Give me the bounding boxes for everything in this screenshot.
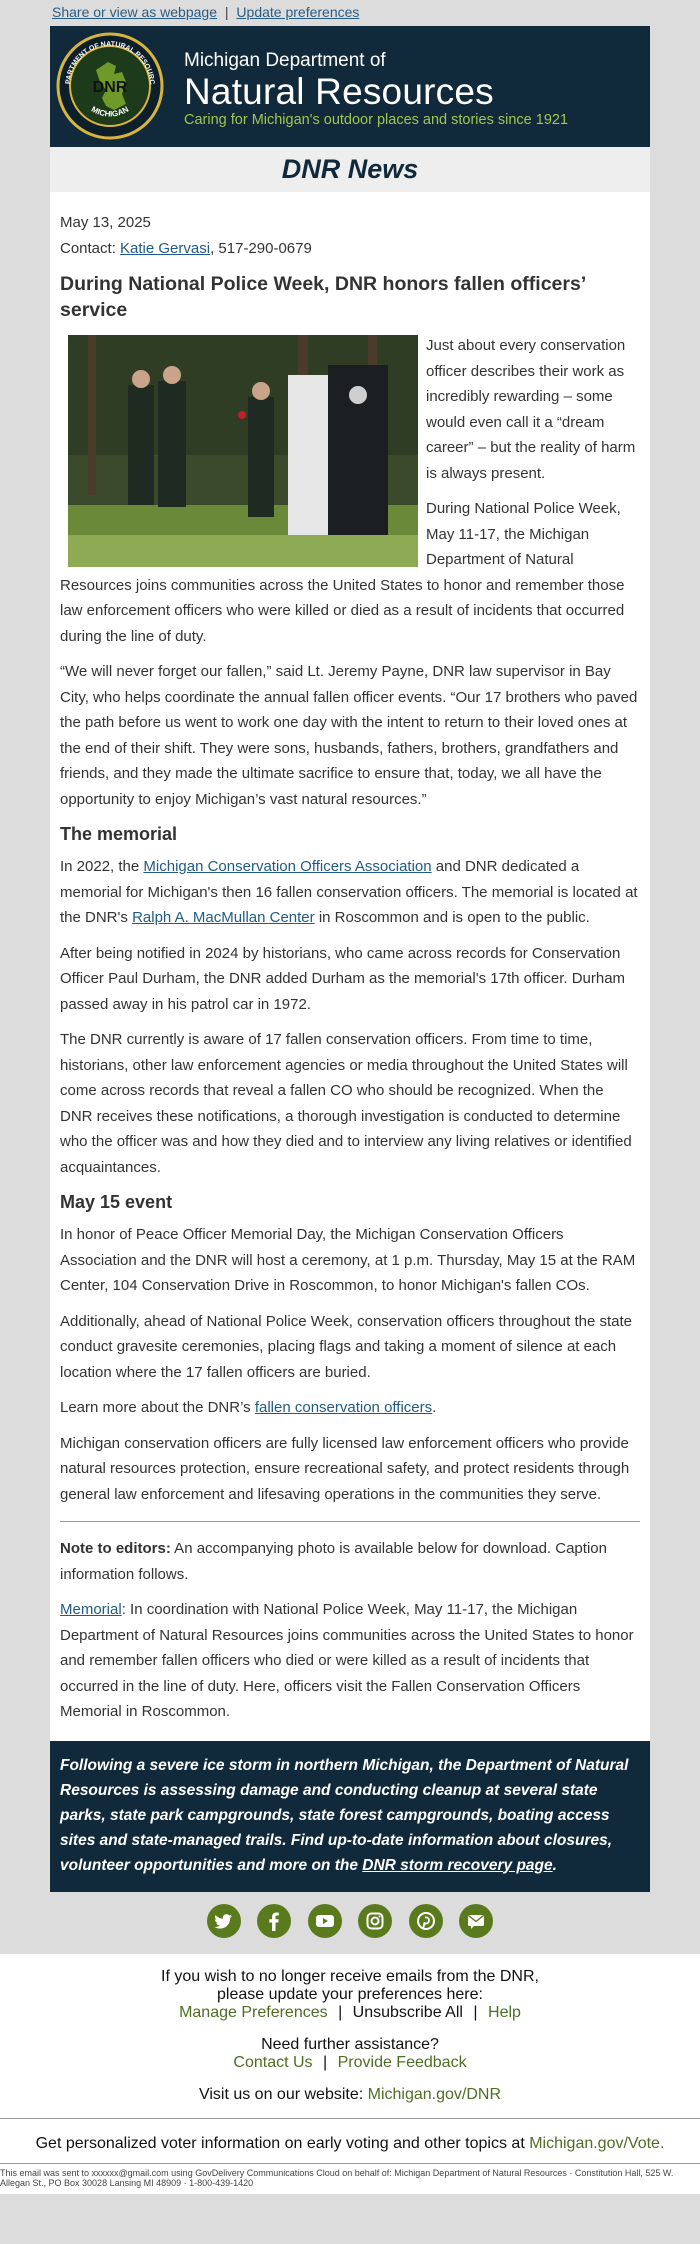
voter-info-line: Get personalized voter information on early voting and other topics at Michigan.gov/Vote. (35, 2134, 665, 2152)
storm-recovery-callout: Following a severe ice storm in northern Michigan, the Department of Natural Resources is assessing damage and conducting cleanup at several state parks, state park campgrounds, state forest campgrounds, boating access sites and state-managed trails. Find up-to-date information about closures, volunteer opportunities and more on the DNR storm recovery page. (50, 1741, 650, 1892)
article-date: May 13, 2025 (60, 214, 151, 231)
provide-feedback-link[interactable]: Provide Feedback (337, 2053, 467, 2071)
memorial-photo-link[interactable]: Memorial (60, 1601, 122, 1618)
article-quote-paragraph: “We will never forget our fallen,” said Lt. Jeremy Payne, DNR law supervisor in Bay City, who helps coordinate the annual fallen officer events. “Our 17 brothers who paved the path before us went to work one day with the intent to return to their loved ones at the end of their shift. They were sons, husbands, fathers, brothers, grandfathers and friends, and they made the ultimate sacrifice to ensure that, today, we all have the opportunity to enjoy Michigan’s vast natural resources.” (60, 663, 638, 808)
assistance-links: Contact Us | Provide Feedback (233, 2053, 467, 2071)
event-paragraph-1: In honor of Peace Officer Memorial Day, the Michigan Conservation Officers Association and the DNR will host a ceremony, at 1 p.m. Thursday, May 15 at the RAM Center, 104 Conservation Drive in Roscommon, to honor Michigan's fallen COs. (60, 1226, 636, 1294)
help-link[interactable]: Help (488, 2003, 521, 2021)
dnr-header (50, 26, 650, 147)
share-webpage-link[interactable]: Share or view as webpage (52, 4, 217, 20)
footer-divider (0, 2118, 700, 2119)
event-paragraph-4: Michigan conservation officers are fully licensed law enforcement officers who provide natural resources protection, ensure recreational safety, and protect residents through general law enforcement and lifesaving operations in the communities they serve. (60, 1434, 630, 1503)
dnr-seal-icon (56, 32, 164, 140)
editor-note-divider (60, 1521, 640, 1522)
article-body (50, 192, 650, 1741)
twitter-icon[interactable] (207, 1904, 241, 1938)
facebook-icon[interactable] (257, 1904, 291, 1938)
storm-recovery-link[interactable]: DNR storm recovery page (362, 1856, 553, 1874)
youtube-icon[interactable] (308, 1904, 342, 1938)
pinterest-icon[interactable] (409, 1904, 443, 1938)
social-icons-row (0, 1892, 700, 1954)
article-contact (60, 236, 640, 262)
memorial-paragraph-2: After being notified in 2024 by historians, who came across records for Conservation Officer Paul Durham, the DNR added Durham as the memorial's 17th officer. Durham passed away in his patrol car in 1972. (60, 944, 626, 1013)
org-name-large: Natural Resources (184, 71, 494, 112)
vote-website-link[interactable]: Michigan.gov/Vote. (529, 2134, 665, 2152)
manage-preferences-link[interactable]: Manage Preferences (179, 2003, 328, 2021)
svg-text:DNR: DNR (92, 79, 128, 96)
top-divider: | (224, 4, 229, 20)
callout-text: Following a severe ice storm in northern Michigan, the Department of Natural Resources is assessing damage and conducting cleanup at several state parks, state park campgrounds, state forest campgrounds, boating access sites and state-managed trails. Find up-to-date information about closures, volunteer opportunities and more on the (60, 1756, 629, 1874)
website-line: Visit us on our website: Michigan.gov/DNR (198, 2085, 502, 2103)
unsubscribe-block (0, 1968, 700, 2022)
fallen-officers-link[interactable]: fallen conservation officers (254, 1399, 433, 1416)
org-tagline: Caring for Michigan's outdoor places and stories since 1921 (184, 112, 569, 128)
article-paragraph-2: During National Police Week, May 11-17, the Michigan Department of Natural Resources joins communities across the United States to honor and remember those law enforcement officers who were killed or died as a result of incidents that occurred during the line of duty. (60, 500, 625, 645)
email-container (50, 26, 650, 1892)
instagram-icon[interactable] (358, 1904, 392, 1938)
contact-name-link[interactable]: Katie Gervasi (120, 239, 211, 257)
unsubscribe-all-link[interactable]: Unsubscribe All (352, 2003, 463, 2021)
dnr-seal-logo[interactable] (56, 32, 164, 140)
event-paragraph-2: Additionally, ahead of National Police Week, conservation officers throughout the state conduct gravesite ceremonies, placing flags and taking a moment of silence at each location where the 17 fallen officers are buried. (60, 1312, 633, 1381)
editor-note: Note to editors: An accompanying photo is available below for download. Caption information follows. (60, 1540, 607, 1583)
assistance-line: Need further assistance? (261, 2035, 439, 2053)
macmullan-center-link[interactable]: Ralph A. MacMullan Center (132, 909, 315, 926)
editor-note-label: Note to editors: (60, 1540, 171, 1557)
event-paragraph-3: Learn more about the DNR’s fallen conservation officers. (60, 1399, 437, 1416)
unsubscribe-line-1: If you wish to no longer receive emails from the DNR, (161, 1967, 539, 1985)
update-preferences-link[interactable]: Update preferences (236, 4, 360, 20)
memorial-photo (68, 335, 418, 567)
unsubscribe-line-2: please update your preferences here: (217, 1985, 483, 2003)
photo-caption: Memorial: In coordination with National Police Week, May 11-17, the Michigan Department of Natural Resources joins communities across the United States to honor and remember fallen officers who died or were killed as a result of incidents that occurred in the line of duty. Here, officers visit the Fallen Conservation Officers Memorial in Roscommon. (60, 1601, 634, 1720)
dnr-news-band: DNR News (50, 147, 650, 192)
dnr-website-link[interactable]: Michigan.gov/DNR (367, 2085, 502, 2103)
event-heading: May 15 event (60, 1192, 173, 1212)
assistance-block (0, 2036, 700, 2072)
article-title: During National Police Week, DNR honors fallen officers’ service (60, 273, 586, 321)
top-links-bar (0, 0, 700, 26)
footer-divider-2 (0, 2163, 700, 2164)
memorial-photo-image (68, 335, 418, 567)
preference-links: Manage Preferences | Unsubscribe All | Help (179, 2003, 521, 2021)
sender-fine-print: This email was sent to xxxxxx@gmail.com using GovDelivery Communications Cloud on behalf of: Michigan Department of Natural Resources · Constitution Hall, 525 W. Allegan St., PO Box 30028 Lansing MI 48909 · 1-800-439-1420 (0, 2167, 674, 2188)
memorial-paragraph-1: In 2022, the Michigan Conservation Officers Association and DNR dedicated a memorial for Michigan's then 16 fallen conservation officers. The memorial is located at the DNR's Ralph A. MacMullan Center in Roscommon and is open to the public. (60, 858, 638, 926)
svg-text:MICHIGAN: MICHIGAN (89, 104, 131, 119)
email-icon[interactable] (459, 1904, 493, 1938)
memorial-paragraph-3: The DNR currently is aware of 17 fallen conservation officers. From time to time, historians, other law enforcement agencies or media throughout the United States will come across records that reveal a fallen CO who should be recognized. When the DNR receives these notifications, a thorough investigation is conducted to determine who the officer was and how they died and to interview any living relatives or identified acquaintances. (60, 1031, 632, 1176)
mcoa-link[interactable]: Michigan Conservation Officers Association (143, 858, 432, 875)
contact-phone: , 517-290-0679 (210, 239, 312, 257)
contact-label: Contact: (60, 239, 121, 257)
email-footer (0, 1954, 700, 2194)
org-name-small: Michigan Department of (184, 50, 386, 71)
contact-us-link[interactable]: Contact Us (233, 2053, 313, 2071)
article-paragraph-1: Just about every conservation officer describes their work as incredibly rewarding – some would even call it a “dream career” – but the reality of harm is always present. (426, 337, 636, 482)
memorial-heading: The memorial (60, 824, 178, 844)
svg-text:DEPARTMENT OF NATURAL RESOURCE: PARTMENT OF NATURAL RESOURC (65, 40, 156, 85)
